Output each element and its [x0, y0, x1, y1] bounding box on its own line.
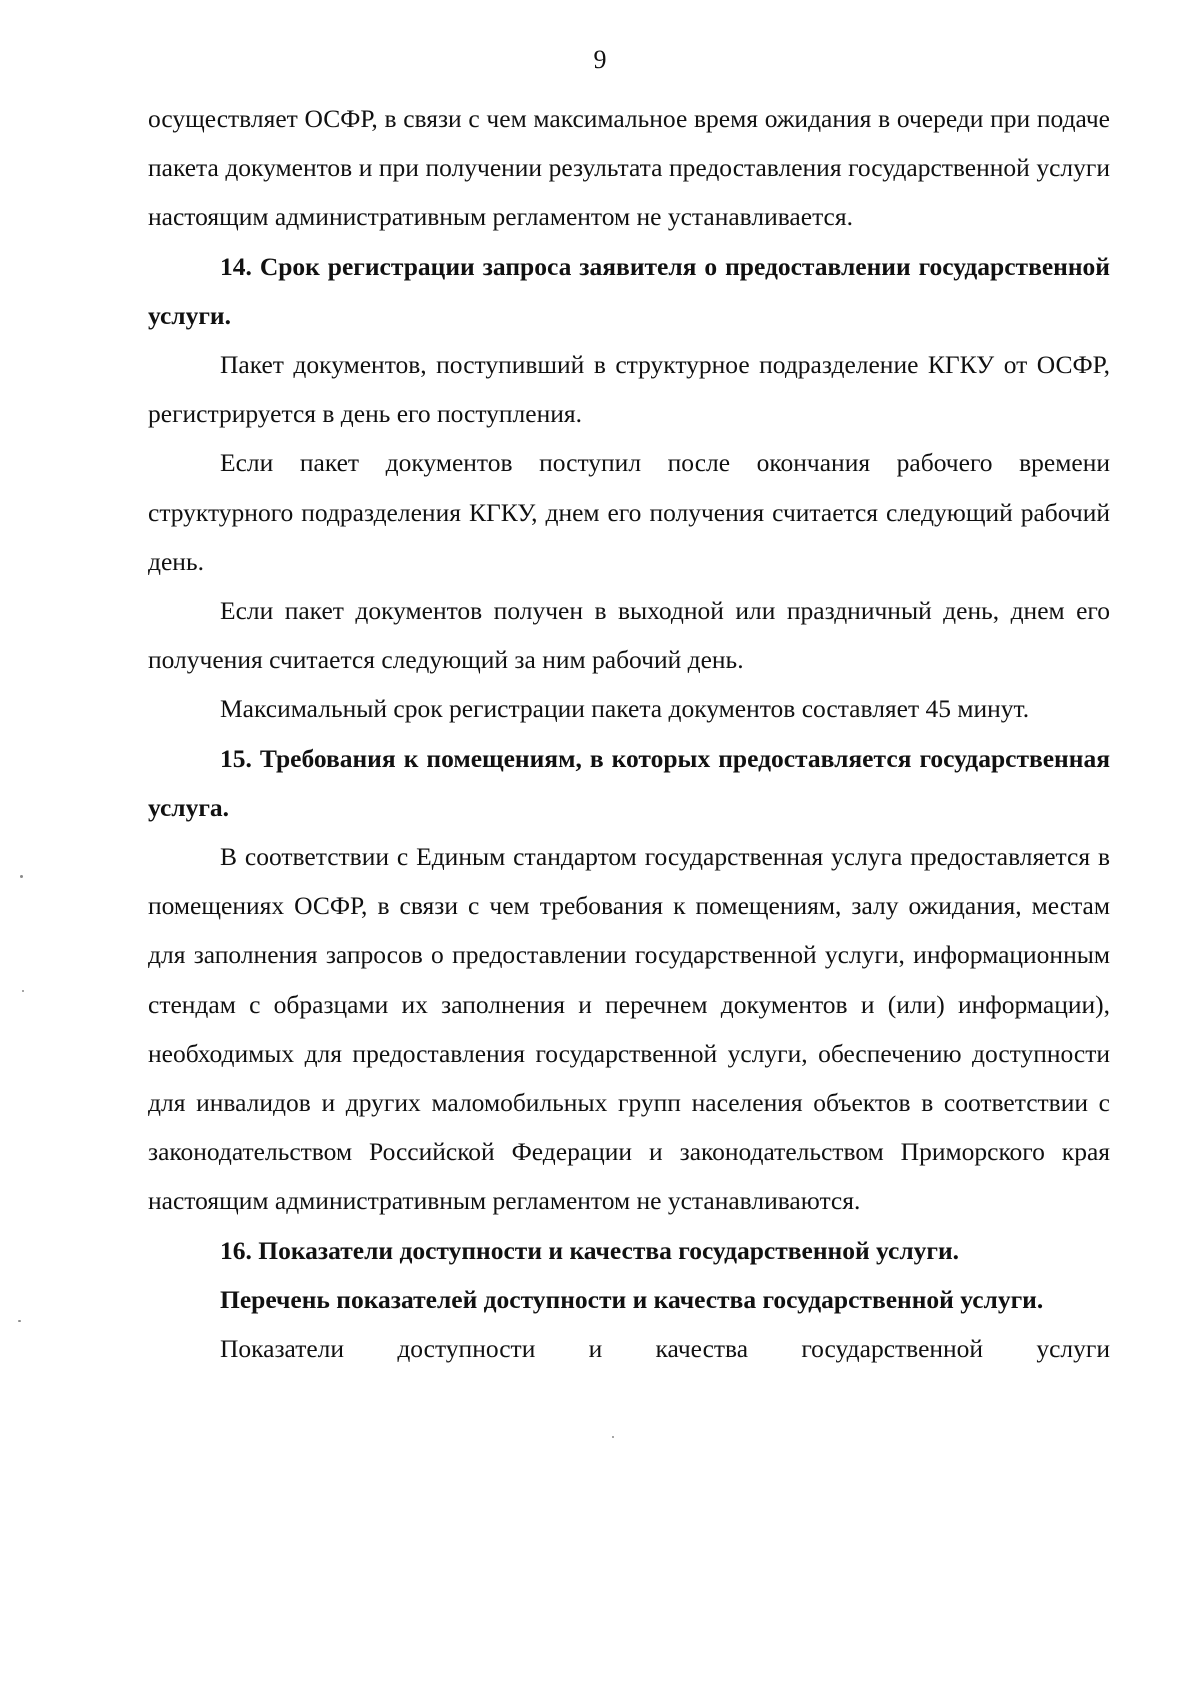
- section-16-heading: 16. Показатели доступности и качества государственной услуги.: [220, 1235, 960, 1265]
- scan-speck: [22, 990, 24, 992]
- paragraph-holiday: Если пакет документов получен в выходной или праздничный день, днем его получения считается следующий за ним рабочий день.: [148, 596, 1110, 675]
- paragraph-premises-requirements: В соответствии с Единым стандартом государственная услуга предоставляется в помещениях ОСФР, в связи с чем требования к помещениям, залу ожидания, местам для заполнения запросов о предоставлении государственной услуги, информационным стендам с образцами их заполнения и перечнем документов и (или) информации), необходимых для предоставления государственной услуги, обеспечению доступности для инвалидов и других маломобильных групп населения объектов в соответствии с законодательством Российской Федерации и законодательством Приморского края настоящим административным регламентом не устанавливаются.: [148, 842, 1110, 1216]
- section-14-heading: 14. Срок регистрации запроса заявителя о предоставлении государственной услуги.: [148, 251, 1110, 330]
- paragraph-package-registration: Пакет документов, поступивший в структурное подразделение КГКУ от ОСФР, регистрируется в день его поступления.: [148, 350, 1110, 429]
- paragraph-max-registration-time: Максимальный срок регистрации пакета документов составляет 45 минут.: [220, 694, 1030, 724]
- paragraph-after-hours: Если пакет документов поступил после окончания рабочего времени структурного подразделения КГКУ, днем его получения считается следующий рабочий день.: [148, 448, 1110, 576]
- scan-speck: [612, 1436, 614, 1438]
- section-15-heading: 15. Требования к помещениям, в которых предоставляется государственная услуга.: [148, 743, 1110, 822]
- page-number: 9: [593, 45, 607, 74]
- document-body: [148, 94, 1110, 1373]
- indicators-list-heading: Перечень показателей доступности и качества государственной услуги.: [220, 1284, 1044, 1314]
- scan-speck: [18, 1320, 21, 1322]
- paragraph-indicators: Показатели доступности и качества государственной услуги: [220, 1334, 1110, 1364]
- scan-speck: [20, 875, 23, 878]
- paragraph-continuation: осуществляет ОСФР, в связи с чем максимальное время ожидания в очереди при подаче пакета документов и при получении результата предоставления государственной услуги настоящим административным регламентом не устанавливается.: [148, 104, 1110, 232]
